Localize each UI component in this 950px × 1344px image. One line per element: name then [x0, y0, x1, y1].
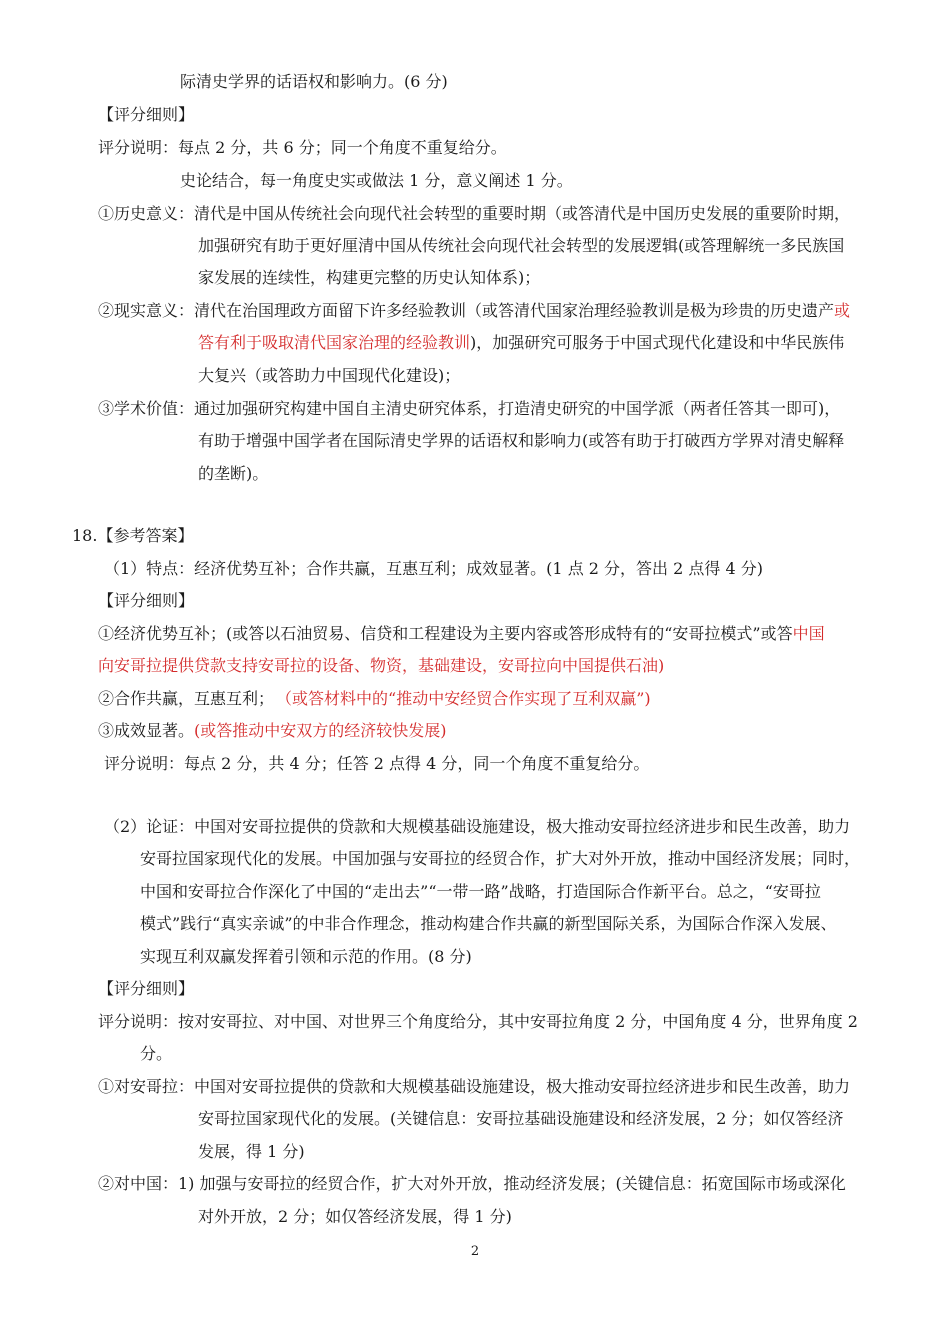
scoring-note: 评分说明：每点 2 分，共 4 分；任答 2 点得 4 分，同一个角度不重复给分。 — [104, 754, 650, 773]
q18-part1-answer: （1）特点：经济优势互补；合作共赢，互惠互利；成效显著。(1 点 2 分，答出 2 点得 4 分) — [104, 559, 763, 578]
highlight-segment: 或 — [834, 301, 851, 320]
q17-continuation-line: 际清史学界的话语权和影响力。(6 分) — [180, 72, 448, 91]
point-practical-significance — [98, 299, 850, 323]
text-segment: ②现实意义：清代在治国理政方面留下许多经验教训（或答清代国家治理经验教训是极为珍贵的历史遗产 — [98, 301, 835, 320]
point-academic-value-line3: 的垄断)。 — [198, 464, 269, 483]
rubric-title: 【评分细则】 — [98, 591, 195, 610]
q18-heading: 18.【参考答案】 — [72, 526, 194, 545]
q18-point-remarkable-results — [98, 719, 447, 743]
highlight-segment: 中国 — [792, 624, 825, 643]
q18-angle-angola-line3: 发展，得 1 分) — [198, 1142, 305, 1161]
point-academic-value-line2: 有助于增强中国学者在国际清史学界的话语权和影响力(或答有助于打破西方学界对清史解释 — [198, 431, 845, 450]
q18-part2-argument-line3: 中国和安哥拉合作深化了中国的“走出去”“一带一路”战略，打造国际合作新平台。总之，“安哥拉 — [140, 882, 821, 901]
q18-part2-argument: （2）论证：中国对安哥拉提供的贷款和大规模基础设施建设，极大推动安哥拉经济进步和民生改善，助力 — [104, 817, 851, 836]
point-historical-significance-line2: 加强研究有助于更好厘清中国从传统社会向现代社会转型的发展逻辑(或答理解统一多民族国 — [198, 236, 845, 255]
rubric-title: 【评分细则】 — [98, 105, 195, 124]
q18-angle-angola: ①对安哥拉：中国对安哥拉提供的贷款和大规模基础设施建设，极大推动安哥拉经济进步和民生改善，助力 — [98, 1077, 851, 1096]
q18-part2-argument-line5: 实现互利双赢发挥着引领和示范的作用。(8 分) — [140, 947, 472, 966]
text-segment: ②合作共赢，互惠互利； — [98, 689, 275, 708]
q18-angle-china-line2: 对外开放，2 分；如仅答经济发展，得 1 分) — [198, 1207, 512, 1226]
scoring-note-line2: 分。 — [140, 1044, 173, 1063]
page-number: 2 — [470, 1244, 480, 1259]
scoring-note-detail: 史论结合，每一角度史实或做法 1 分，意义阐述 1 分。 — [180, 171, 573, 190]
q18-point-complementary-advantages — [98, 622, 825, 646]
q18-part2-argument-line4: 模式”践行“真实亲诚”的中非合作理念，推动构建合作共赢的新型国际关系，为国际合作深入发展、 — [140, 914, 837, 933]
highlight-segment: (或答推动中安双方的经济较快发展) — [194, 721, 447, 740]
text-segment: ③成效显著。 — [98, 721, 195, 740]
highlight-segment: （或答材料中的“推动中安经贸合作实现了互利双赢”) — [284, 689, 651, 708]
highlight-segment: 向安哥拉提供贷款支持安哥拉的设备、物资，基础建设，安哥拉向中国提供石油) — [98, 656, 665, 675]
point-historical-significance: ①历史意义：清代是中国从传统社会向现代社会转型的重要时期（或答清代是中国历史发展的重要阶时期， — [98, 204, 851, 223]
text-segment: )，加强研究可服务于中国式现代化建设和中华民族伟 — [470, 333, 845, 352]
point-practical-significance-line3: 大复兴（或答助力中国现代化建设)； — [198, 366, 461, 385]
point-practical-significance-line2 — [198, 331, 844, 355]
q18-part2-argument-line2: 安哥拉国家现代化的发展。中国加强与安哥拉的经贸合作，扩大对外开放，推动中国经济发展；同时， — [140, 849, 861, 868]
highlight-segment: 答有利于吸取清代国家治理的经验教训 — [198, 333, 471, 352]
point-academic-value: ③学术价值：通过加强研究构建中国自主清史研究体系，打造清史研究的中国学派（两者任答其一即可)， — [98, 399, 841, 418]
point-historical-significance-line3: 家发展的连续性，构建更完整的历史认知体系)； — [198, 268, 541, 287]
scoring-note: 评分说明：按对安哥拉、对中国、对世界三个角度给分，其中安哥拉角度 2 分，中国角度 4 分，世界角度 2 — [98, 1012, 858, 1031]
text-segment: ①经济优势互补；(或答以石油贸易、信贷和工程建设为主要内容或答形成特有的“安哥拉模式”或答 — [98, 624, 793, 643]
q18-angle-china: ②对中国：1) 加强与安哥拉的经贸合作，扩大对外开放，推动经济发展；(关键信息：拓宽国际市场或深化 — [98, 1174, 846, 1193]
q18-point-win-win — [98, 687, 651, 711]
rubric-title: 【评分细则】 — [98, 979, 195, 998]
q18-angle-angola-line2: 安哥拉国家现代化的发展。(关键信息：安哥拉基础设施建设和经济发展，2 分；如仅答经济 — [198, 1109, 844, 1128]
q18-point-complementary-advantages-line2 — [98, 654, 664, 678]
scoring-note: 评分说明：每点 2 分，共 6 分；同一个角度不重复给分。 — [98, 138, 507, 157]
